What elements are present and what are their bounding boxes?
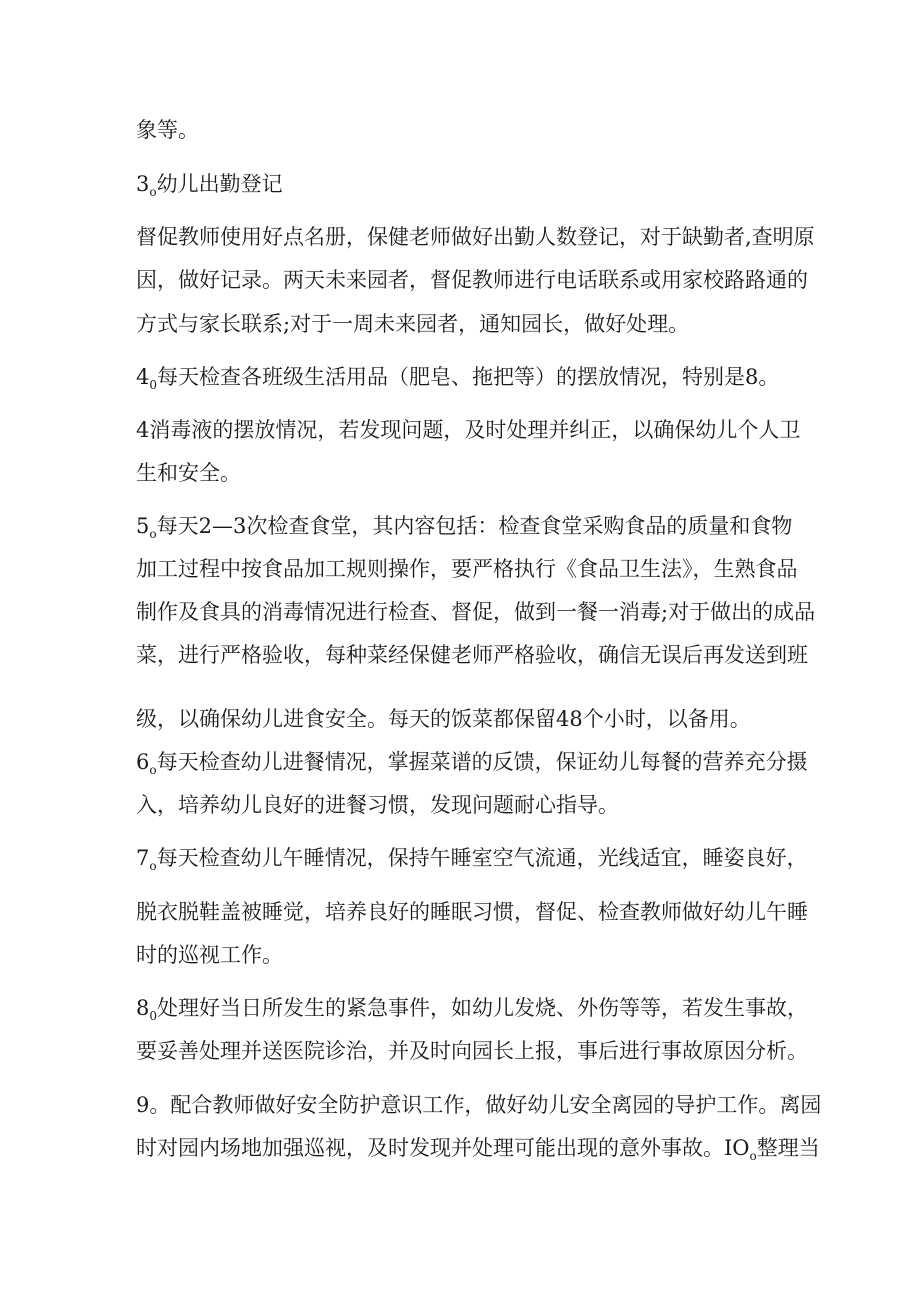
item-number: 6 (136, 750, 150, 774)
line-text: 每天检查幼儿午睡情况，保持午睡室空气流通，光线适宜，睡姿良好， (156, 846, 808, 870)
line-text: 要妥善处理并送医院诊治，并及时向园长上报，事后进行事故原因分析。 (136, 1039, 808, 1063)
text-line (136, 645, 808, 666)
item-number: IO (724, 1136, 750, 1160)
item-number: 5 (136, 514, 150, 538)
item-number: 8 (136, 996, 150, 1020)
text-line (136, 314, 689, 335)
item-heading-7 (136, 846, 808, 873)
line-text: 菜，进行严格验收，每种菜经保健老师严格验收，确信无误后再发送到班 (136, 643, 808, 667)
text-line (136, 420, 800, 441)
line-text: 每天检查幼儿进餐情况，掌握菜谱的反馈，保证幼儿每餐的营养充分摄 (156, 750, 808, 774)
line-text: 方式与家长联系;对于一周未来园者，通知园长，做好处理。 (136, 312, 690, 336)
item-number-subscript: 0 (149, 378, 158, 392)
item-heading-3 (136, 172, 283, 199)
item-number: 3 (136, 172, 150, 196)
line-text: 配合教师做好安全防护意识工作，做好幼儿安全离园的导护工作。离园 (170, 1093, 822, 1117)
line-text: 处理好当日所发生的紧急事件，如幼儿发烧、外伤等等，若发生事故， (157, 996, 809, 1020)
text-line (136, 227, 815, 248)
text-line (136, 270, 808, 291)
text-line (136, 795, 619, 816)
line-text: 时对园内场地加强巡视，及时发现并处理可能出现的意外事故。 (136, 1136, 724, 1160)
text-line (136, 1136, 820, 1163)
item-number: 9。 (136, 1093, 171, 1117)
line-text: 生和安全。 (136, 461, 241, 485)
item-number: 4 (136, 365, 150, 389)
line-text: 加工过程中按食品加工规则操作，要严格执行《食品卫生法》，生熟食品 (136, 557, 798, 581)
line-text: 整理当 (756, 1136, 820, 1160)
item-heading-5 (136, 514, 793, 541)
item-heading-6 (136, 750, 808, 777)
line-text: 制作及食具的消毒情况进行检查、督促，做到一餐一消毒;对于做出的成品 (136, 600, 816, 624)
item-number: 7 (136, 846, 150, 870)
item-heading-4 (136, 365, 780, 392)
line-text: 4消毒液的摆放情况，若发现问题，及时处理并纠正，以确保幼儿个人卫 (136, 418, 801, 442)
text-line (136, 902, 808, 923)
line-text: 每天2—3次检查食堂，其内容包括：检查食堂采购食品的质量和食物 (156, 514, 793, 538)
line-text: 因，做好记录。两天未来园者，督促教师进行电话联系或用家校路路通的 (136, 268, 808, 292)
item-number-subscript: o (149, 185, 157, 199)
line-text: 督促教师使用好点名册，保健老师做好出勤人数登记，对于缺勤者,查明原 (136, 225, 815, 249)
text-line (136, 709, 751, 730)
item-number-subscript: o (749, 1149, 757, 1163)
item-number-subscript: o (149, 763, 157, 777)
text-line (136, 463, 241, 484)
text-line (136, 945, 283, 966)
line-text: 入，培养幼儿良好的进餐习惯，发现问题耐心指导。 (136, 793, 619, 817)
line-text: 每天检查各班级生活用品（肥皂、拖把等）的摆放情况，特别是8。 (157, 365, 780, 389)
item-number-subscript: o (149, 527, 157, 541)
text-line (136, 559, 798, 580)
item-number-subscript: o (149, 859, 157, 873)
text-line (136, 120, 199, 141)
text-line (136, 1041, 808, 1062)
line-text: 象等。 (136, 118, 199, 142)
item-heading-text: 幼儿出勤登记 (156, 172, 283, 196)
line-text: 脱衣脱鞋盖被睡觉，培养良好的睡眠习惯，督促、检查教师做好幼儿午睡 (136, 900, 808, 924)
item-number-subscript: 0 (149, 1009, 158, 1023)
line-text: 级，以确保幼儿进食安全。每天的饭菜都保留48个小时，以备用。 (136, 707, 751, 731)
item-heading-9 (136, 1095, 821, 1116)
line-text: 时的巡视工作。 (136, 943, 283, 967)
item-heading-8 (136, 996, 809, 1023)
text-line (136, 602, 815, 623)
